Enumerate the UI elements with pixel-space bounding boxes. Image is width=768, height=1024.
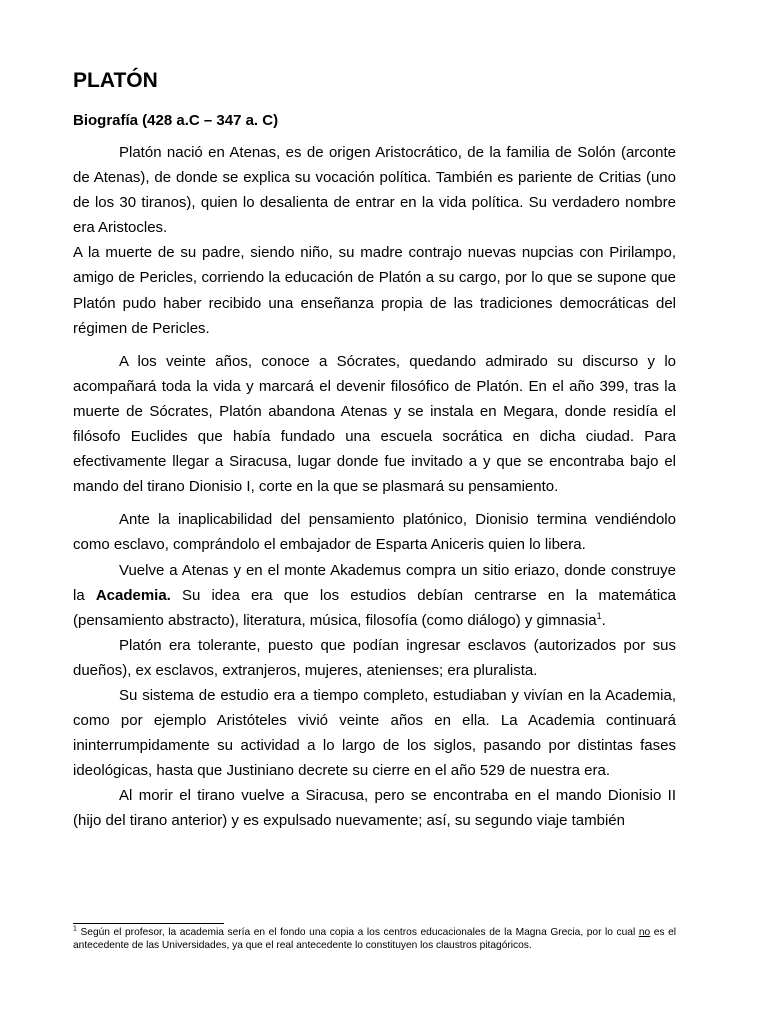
- document-body: [73, 66, 676, 834]
- paragraph-syracuse-return: Al morir el tirano vuelve a Siracusa, pero se encontraba en el mando Dionisio II (hijo del tirano anterior) y es expulsado nuevamente; así, su segundo viaje también: [73, 787, 676, 830]
- footnote-mark: 1: [73, 925, 77, 933]
- footnote: [73, 927, 676, 952]
- page-title: PLATÓN: [73, 69, 158, 92]
- academy-text-start: Vuelve a Atenas y en el monte Akademus compra un sitio eriazo, donde construye la: [73, 561, 676, 604]
- paragraph-childhood: A la muerte de su padre, siendo niño, su madre contrajo nuevas nupcias con Pirilampo, amigo de Pericles, corriendo la educación de Platón a su cargo, por lo que se supone que Platón pudo haber recibido una enseñanza propia de las tradiciones democráticas del régimen de Pericles.: [73, 244, 676, 337]
- footnote-reference: 1: [596, 610, 602, 621]
- footnote-underlined-word: no: [638, 927, 651, 938]
- academy-term: Academia.: [95, 586, 171, 604]
- paragraph-socrates: A los veinte años, conoce a Sócrates, quedando admirado su discurso y lo acompañará toda la vida y marcará el devenir filosófico de Platón. En el año 399, tras la muerte de Sócrates, Platón abandona Atenas y se instala en Megara, donde residía el filósofo Euclides que había fundado una escuela socrática en dicha ciudad. Para efectivamente llegar a Siracusa, lugar donde fue invitado a y que se encontraba bajo el mando del tirano Dionisio I, corte en la que se plasmará su pensamiento.: [73, 352, 676, 496]
- paragraph-tolerance: Platón era tolerante, puesto que podían ingresar esclavos (autorizados por sus dueños), ex esclavos, extranjeros, mujeres, atenienses; era pluralista.: [73, 636, 676, 679]
- academy-text-mid: Su idea era que los estudios debían centrarse en la matemática (pensamiento abstracto), literatura, música, filosofía (como diálogo) y gimnasia: [73, 586, 677, 629]
- paragraph-academy: [73, 558, 676, 633]
- paragraph-study-system: Su sistema de estudio era a tiempo completo, estudiaban y vivían en la Academia, como por ejemplo Aristóteles vivió veinte años en ella. La Academia continuará ininterrumpidamente su actividad a lo largo de los siglos, pasando por distintas fases ideológicas, hasta que Justiniano decrete su cierre en el año 529 de nuestra era.: [73, 686, 676, 780]
- footnote-separator: [73, 923, 224, 924]
- academy-text-end: .: [601, 611, 606, 629]
- paragraph-origin: Platón nació en Atenas, es de origen Aristocrático, de la familia de Solón (arconte de Atenas), de donde se explica su vocación política. También es pariente de Critias (uno de los 30 tiranos), quien lo desalienta de entrar en la vida política. Su verdadero nombre era Aristocles.: [73, 144, 676, 237]
- footnote-text-end: es el antecedente de las Universidades, ya que el real antecedente lo constituyen los claustros pitagóricos.: [73, 927, 676, 951]
- footnote-area: [73, 923, 676, 952]
- footnote-text-start: Según el profesor, la academia sería en el fondo una copia a los centros educacionales de la Magna Grecia, por lo cual: [76, 927, 639, 938]
- paragraph-slavery: Ante la inaplicabilidad del pensamiento platónico, Dionisio termina vendiéndolo como esclavo, comprándolo el embajador de Esparta Aniceris quien lo libera.: [73, 511, 676, 554]
- biography-heading: Biografía (428 a.C – 347 a. C): [73, 112, 279, 129]
